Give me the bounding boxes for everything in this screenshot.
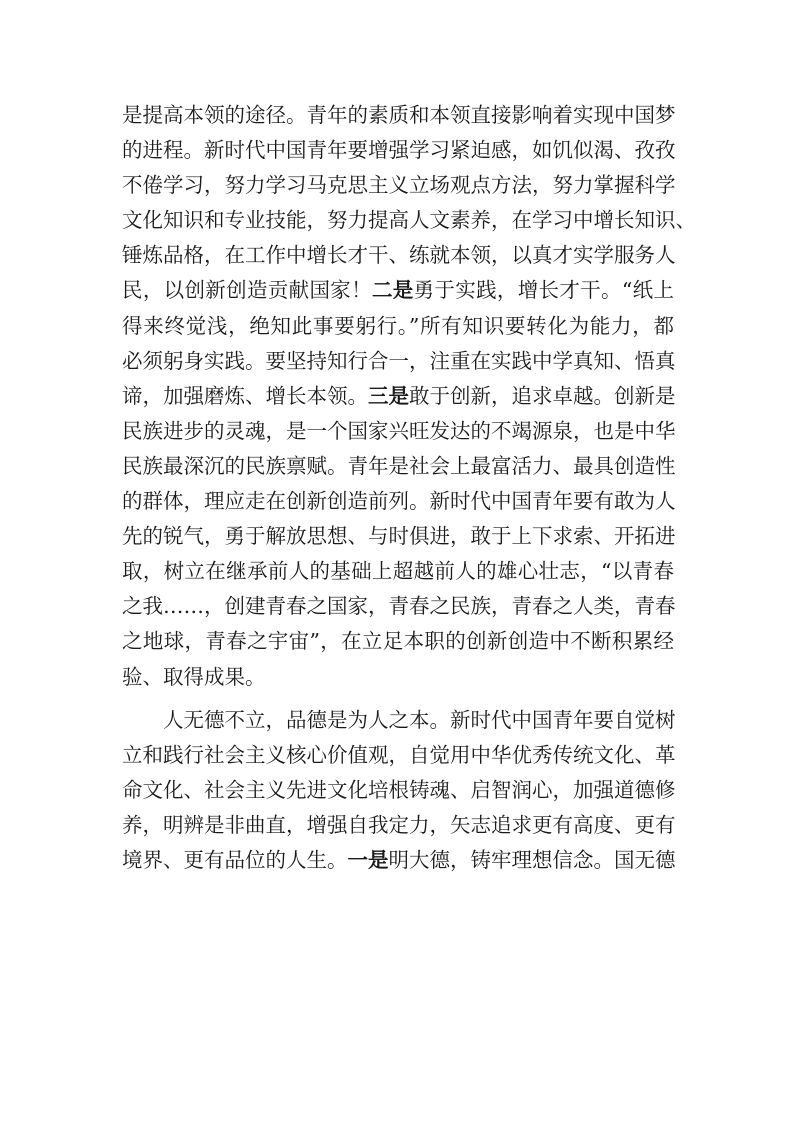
paragraph-1 [122,98,696,695]
text-line: 民族进步的灵魂，是一个国家兴旺发达的不竭源泉，也是中华 [122,418,676,443]
text-line: 先的锐气，勇于解放思想、与时俱进，敢于上下求索、开拓进 [122,524,676,549]
paragraph-2 [122,703,674,878]
text-line: 立和践行社会主义核心价值观，自觉用中华优秀传统文化、革 [122,742,676,767]
text-line: 的群体，理应走在创新创造前列。新时代中国青年要有敢为人 [122,489,676,514]
text-line: 民，以创新创造贡献国家！二是勇于实践，增长才干。“纸上 [122,278,675,303]
text-line: 命文化、社会主义先进文化培根铸魂、启智润心，加强道德修 [122,777,676,802]
text-line: 得来终觉浅，绝知此事要躬行。”所有知识要转化为能力，都 [122,313,674,338]
ordinal-marker: 三是 [368,383,409,408]
body-text [122,98,696,878]
text-line: 文化知识和专业技能，努力提高人文素养，在学习中增长知识、 [122,208,696,233]
text-line: 取，树立在继承前人的基础上超越前人的雄心壮志，“以青春 [122,559,674,584]
text-line: 不倦学习，努力学习马克思主义立场观点方法，努力掌握科学 [122,173,676,198]
paragraph-gap [122,695,674,703]
text-line: 养，明辨是非曲直，增强自我定力，矢志追求更有高度、更有 [122,812,676,837]
text-line: 必须躬身实践。要坚持知行合一，注重在实践中学真知、悟真 [122,348,676,373]
text-line: 境界、更有品位的人生。一是明大德，铸牢理想信念。国无德 [122,847,676,872]
text-line: 之我……，创建青春之国家，青春之民族，青春之人类，青春 [122,594,676,619]
text-line: 谛，加强磨炼、增长本领。三是敢于创新，追求卓越。创新是 [122,383,676,408]
text-line: 是提高本领的途径。青年的素质和本领直接影响着实现中国梦 [122,103,676,127]
text-line: 锤炼品格，在工作中增长才干、练就本领，以真才实学服务人 [122,243,676,268]
text-line: 之地球，青春之宇宙”，在立足本职的创新创造中不断积累经 [122,629,674,654]
text-line: 验、取得成果。 [122,664,266,689]
ordinal-marker: 一是 [347,847,389,872]
ordinal-marker: 二是 [371,278,414,303]
text-line: 的进程。新时代中国青年要增强学习紧迫感，如饥似渴、孜孜 [122,138,676,163]
text-line: 人无德不立，品德是为人之本。新时代中国青年要自觉树 [163,707,676,732]
text-line: 民族最深沉的民族禀赋。青年是社会上最富活力、最具创造性 [122,453,676,478]
